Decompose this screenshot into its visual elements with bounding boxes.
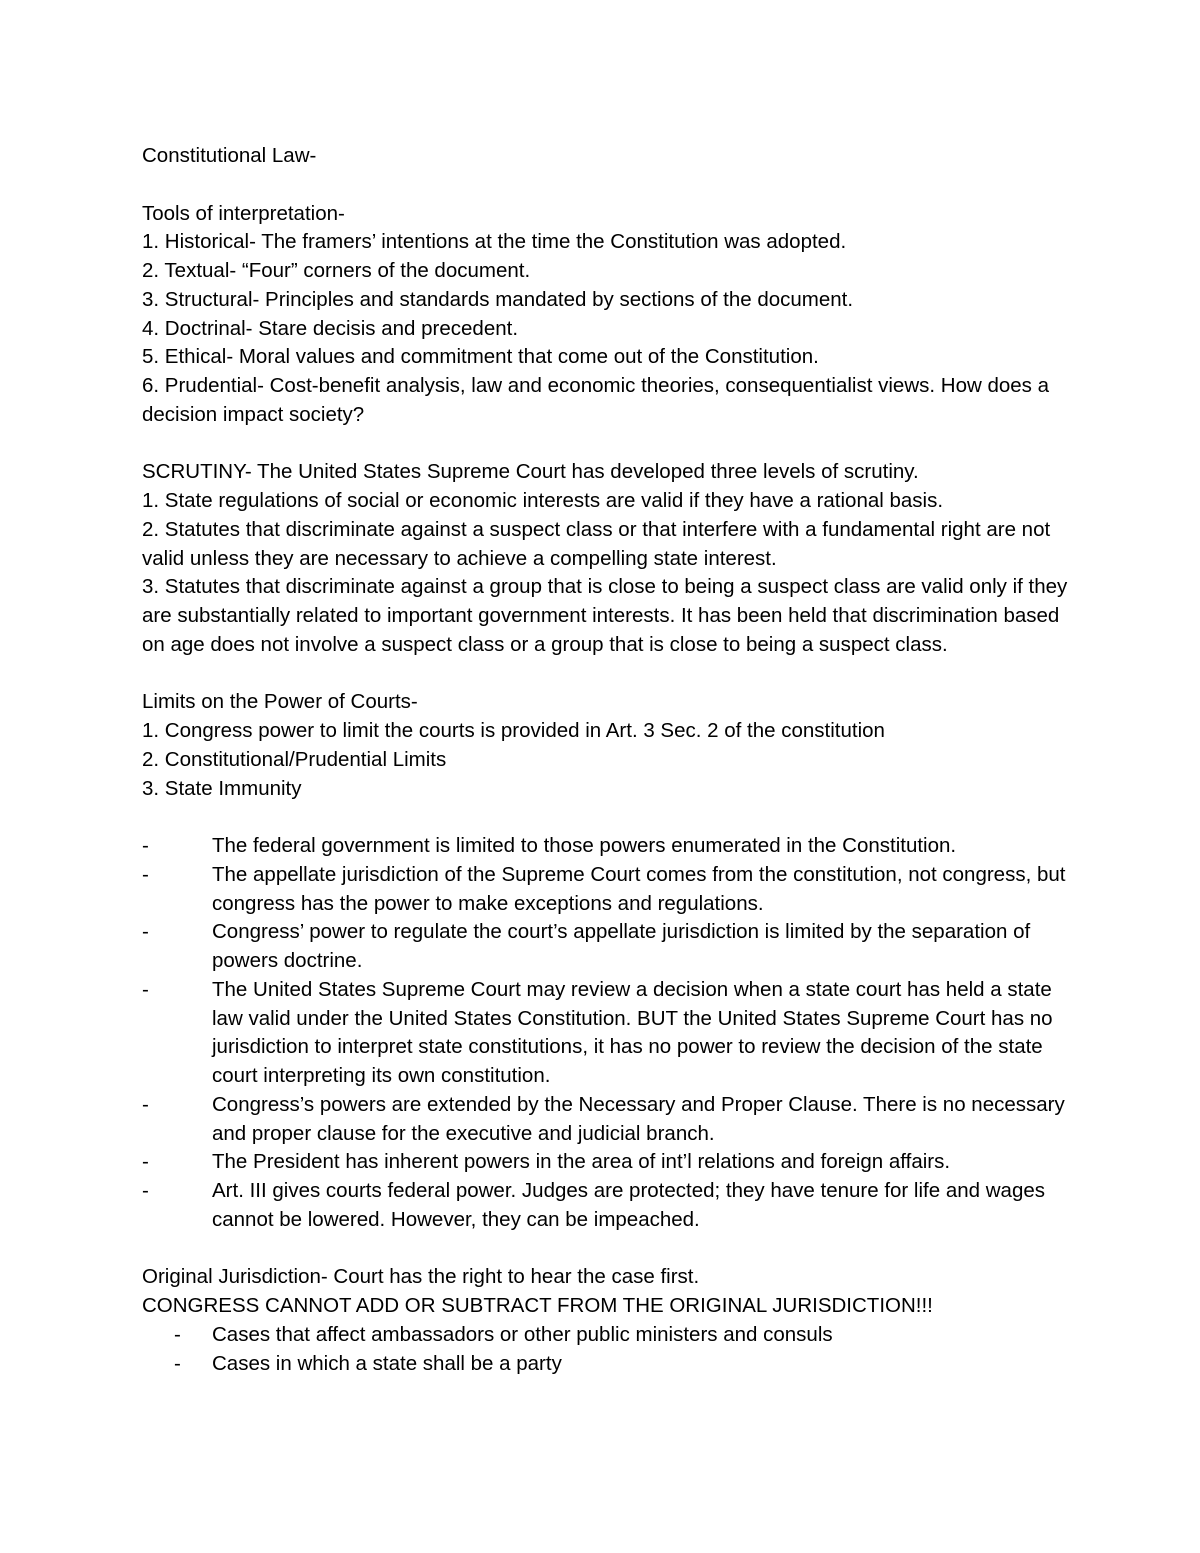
limits-item: 3. State Immunity xyxy=(142,776,302,800)
list-item-text: The United States Supreme Court may review a decision when a state court has held a state law valid under the United States Constitution. BUT the United States Supreme Court has no jurisdiction to interpret state constitutions, it has no power to review the decision of the state court interpreting its own constitution. xyxy=(212,977,1053,1087)
scrutiny-heading: SCRUTINY- The United States Supreme Court has developed three levels of scrutiny. xyxy=(142,460,919,484)
dash-bullet: - xyxy=(174,1351,181,1375)
original-bullet-list xyxy=(142,1321,1072,1379)
tools-item: 2. Textual- “Four” corners of the document. xyxy=(142,259,531,282)
dash-bullet: - xyxy=(142,977,149,1001)
tools-heading: Tools of interpretation- xyxy=(142,201,345,225)
spacer xyxy=(142,660,1072,689)
tools-item: 6. Prudential- Cost-benefit analysis, law and economic theories, consequentialist views. How does a decision impact society? xyxy=(142,374,1050,426)
list-item-text: Art. III gives courts federal power. Judges are protected; they have tenure for life and wages cannot be lowered. However, they can be impeached. xyxy=(212,1179,1045,1231)
list-item xyxy=(142,976,1072,1091)
tools-item: 1. Historical- The framers’ intentions at the time the Constitution was adopted. xyxy=(142,230,847,254)
list-item xyxy=(142,1321,1072,1350)
dash-bullet: - xyxy=(142,1179,149,1202)
list-item xyxy=(142,918,1072,976)
list-item xyxy=(142,1148,1072,1177)
dash-bullet: - xyxy=(142,1092,149,1116)
list-item-text: The President has inherent powers in the area of int’l relations and foreign affairs. xyxy=(212,1150,951,1174)
spacer xyxy=(142,803,1072,832)
spacer xyxy=(142,1235,1072,1264)
list-item xyxy=(142,1350,1072,1379)
scrutiny-item: 1. State regulations of social or economic interests are valid if they have a rational basis. xyxy=(142,489,944,512)
list-item-text: Cases that affect ambassadors or other public ministers and consuls xyxy=(212,1322,833,1346)
list-item xyxy=(142,832,1072,861)
document-page xyxy=(142,142,1072,1378)
dash-bullet: - xyxy=(174,1322,181,1346)
limits-item: 2. Constitutional/Prudential Limits xyxy=(142,747,447,771)
dash-bullet: - xyxy=(142,862,149,886)
document-title: Constitutional Law- xyxy=(142,144,317,167)
tools-item: 3. Structural- Principles and standards mandated by sections of the document. xyxy=(142,287,854,311)
list-item-text: Cases in which a state shall be a party xyxy=(212,1351,562,1375)
list-item xyxy=(142,861,1072,919)
dash-bullet: - xyxy=(142,1150,149,1174)
scrutiny-item: 2. Statutes that discriminate against a suspect class or that interfere with a fundamental right are not valid unless they are necessary to achieve a compelling state interest. xyxy=(142,517,1051,570)
list-item xyxy=(142,1177,1072,1235)
limits-heading: Limits on the Power of Courts- xyxy=(142,690,418,714)
tools-item: 4. Doctrinal- Stare decisis and precedent. xyxy=(142,316,519,340)
spacer xyxy=(142,430,1072,459)
scrutiny-item: 3. Statutes that discriminate against a group that is close to being a suspect class are valid only if they are substantially related to important government interests. It has been held that discrimination based on age does not involve a suspect class or a group that is close to being a suspect class. xyxy=(142,575,1068,656)
dash-bullet: - xyxy=(142,920,149,944)
limits-item: 1. Congress power to limit the courts is provided in Art. 3 Sec. 2 of the constitution xyxy=(142,719,885,742)
spacer xyxy=(142,171,1072,200)
tools-item: 5. Ethical- Moral values and commitment that come out of the Constitution. xyxy=(142,345,819,369)
list-item-text: Congress’s powers are extended by the Necessary and Proper Clause. There is no necessary and proper clause for the executive and judicial branch. xyxy=(212,1092,1065,1145)
list-item-text: Congress’ power to regulate the court’s appellate jurisdiction is limited by the separation of powers doctrine. xyxy=(212,920,1031,972)
list-item-text: The federal government is limited to those powers enumerated in the Constitution. xyxy=(212,834,957,857)
original-jurisdiction-line: Original Jurisdiction- Court has the right to hear the case first. xyxy=(142,1265,700,1289)
original-jurisdiction-warning: CONGRESS CANNOT ADD OR SUBTRACT FROM THE ORIGINAL JURISDICTION!!! xyxy=(142,1294,933,1317)
list-item-text: The appellate jurisdiction of the Supreme Court comes from the constitution, not congress, but congress has the power to make exceptions and regulations. xyxy=(212,862,1066,915)
dash-bullet: - xyxy=(142,834,149,857)
limits-bullet-list xyxy=(142,832,1072,1235)
list-item xyxy=(142,1091,1072,1149)
